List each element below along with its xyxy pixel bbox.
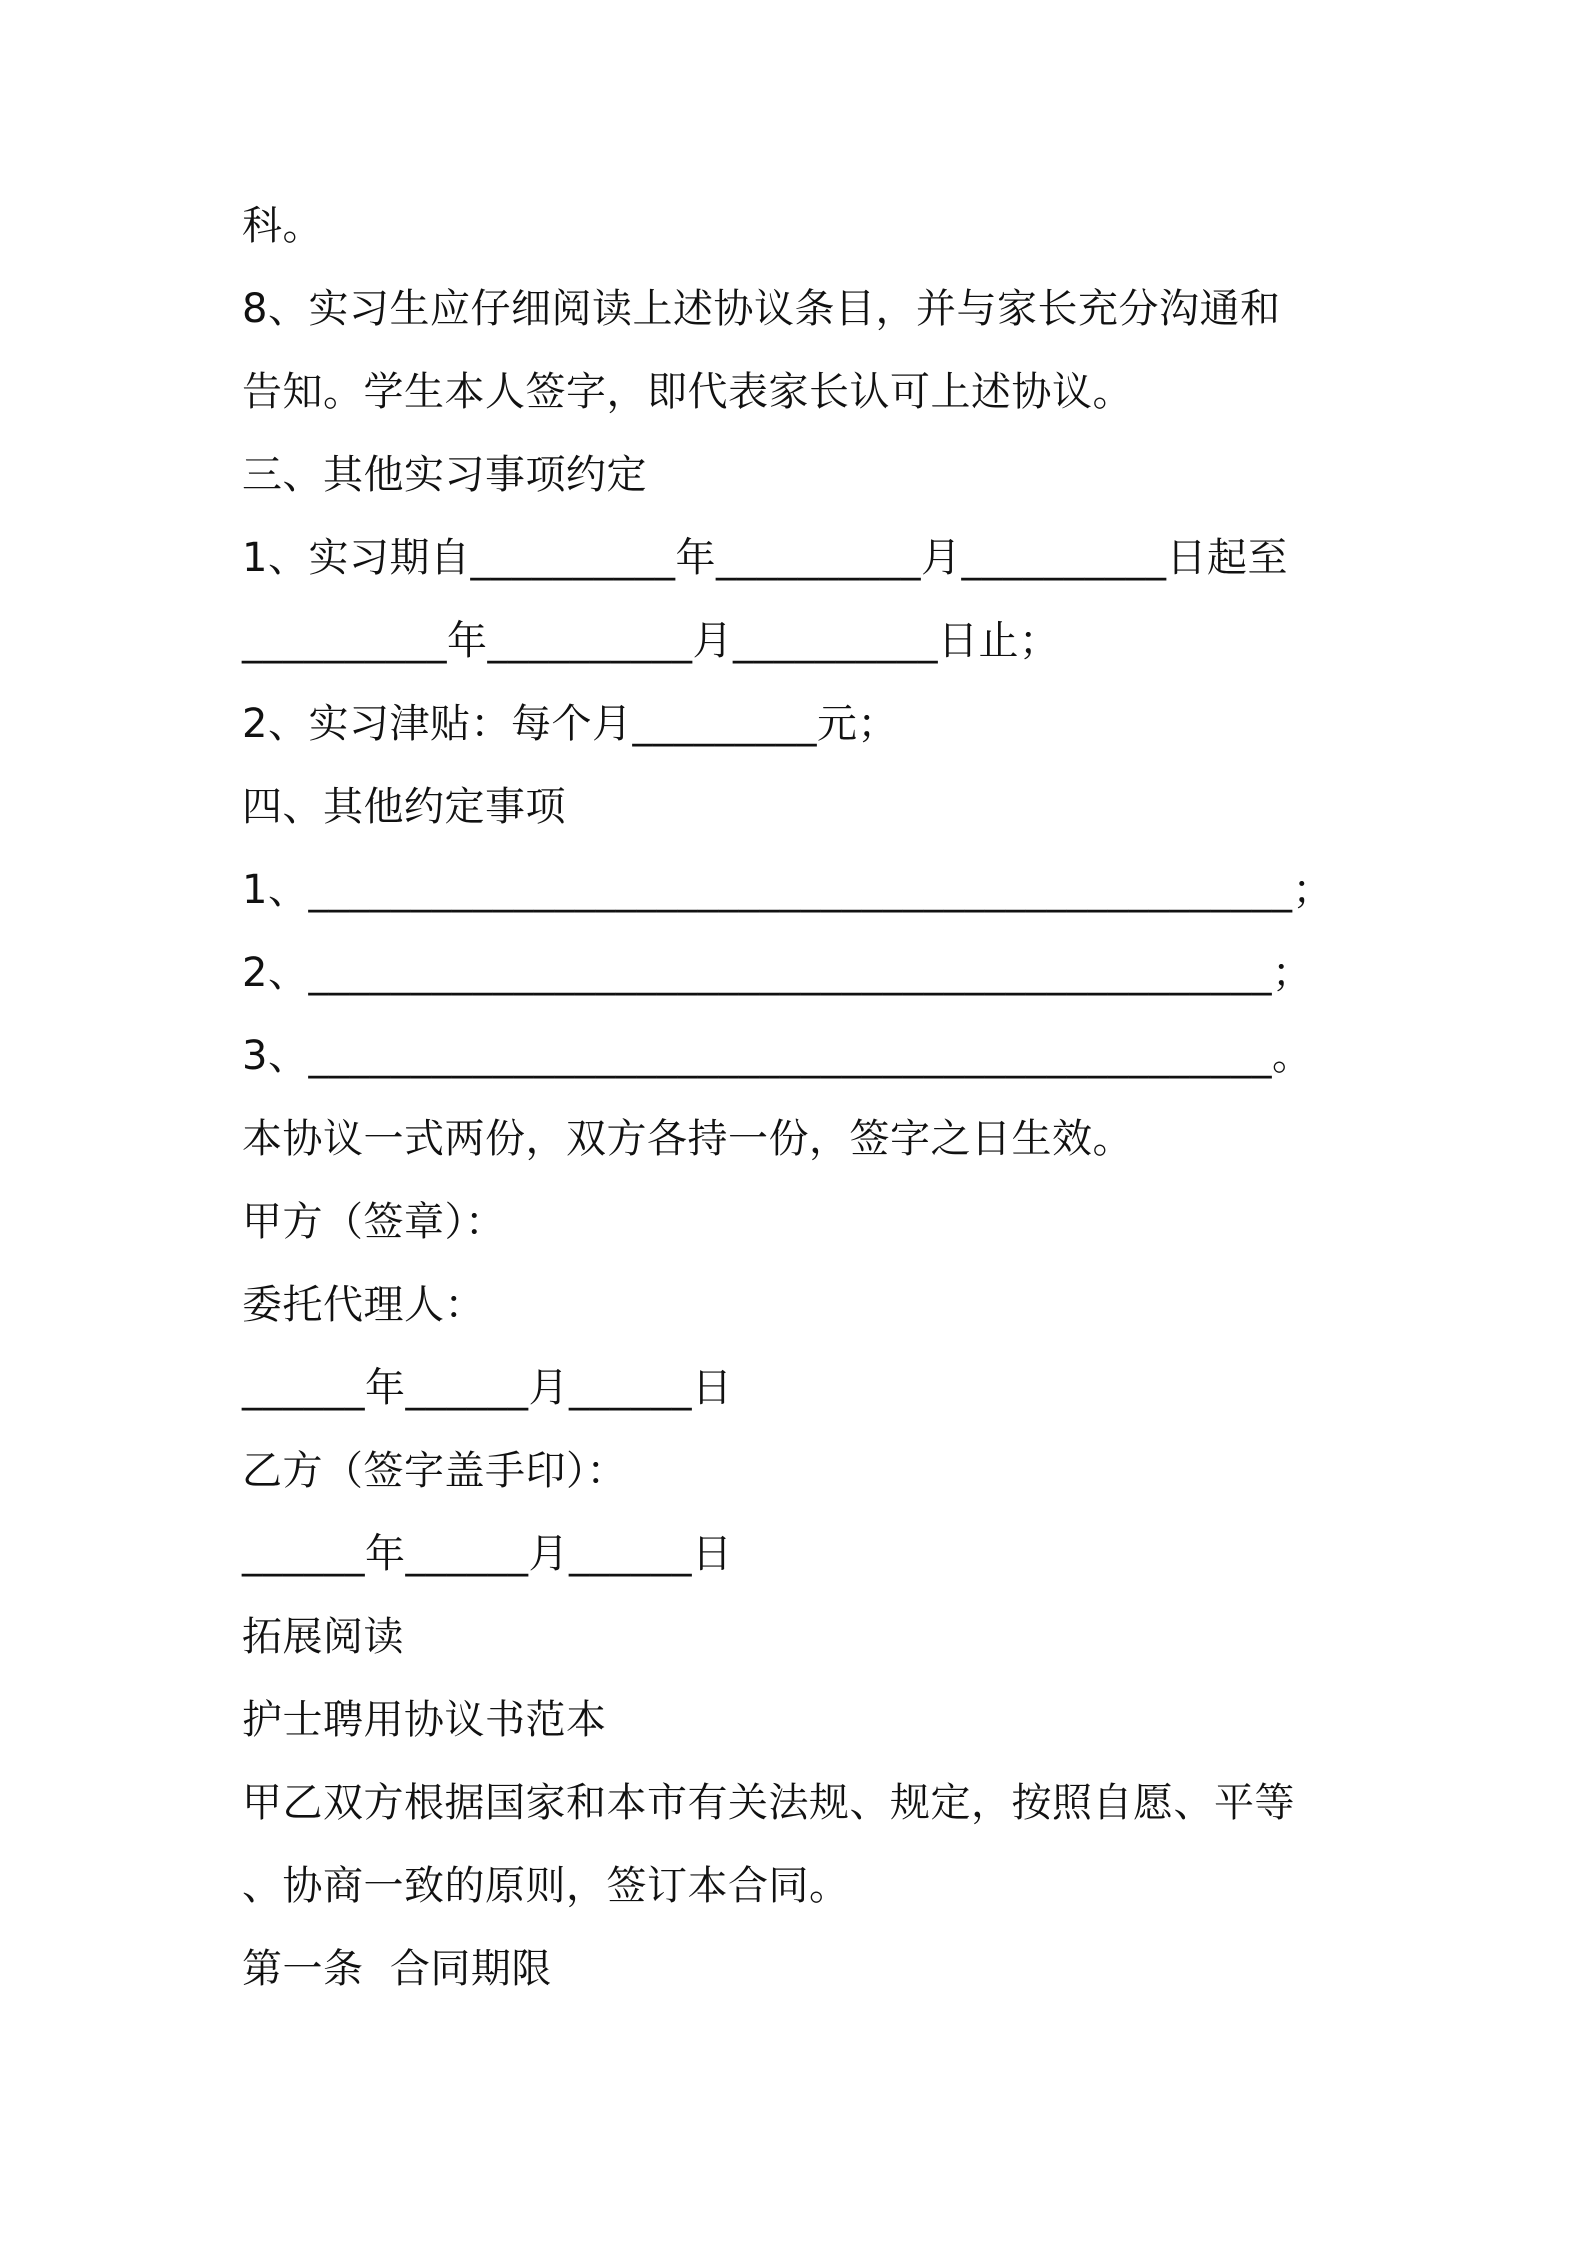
section-heading: 拓展阅读	[242, 1614, 404, 1660]
date-line: ______年______月______日	[242, 1531, 733, 1577]
signature-label: 委托代理人：	[242, 1282, 485, 1328]
paragraph-line: 告知。学生本人签字，即代表家长认可上述协议。	[242, 369, 1133, 415]
section-heading: 三、其他实习事项约定	[242, 452, 647, 498]
section-heading: 四、其他约定事项	[242, 784, 566, 830]
paragraph-line: __________年__________月__________日止；	[242, 618, 1060, 664]
blank-item-line: 1、________________________________________________；	[242, 867, 1333, 913]
paragraph-line: 甲乙双方根据国家和本市有关法规、规定，按照自愿、平等	[242, 1780, 1295, 1826]
signature-label: 甲方（签章）：	[242, 1199, 506, 1245]
paragraph-line: 2、实习津贴：每个月_________元；	[242, 701, 898, 747]
date-line: ______年______月______日	[242, 1365, 733, 1411]
paragraph-line: 1、实习期自__________年__________月__________日起至	[242, 535, 1288, 581]
blank-item-line: 3、_______________________________________________。	[242, 1033, 1313, 1079]
paragraph-line: 、协商一致的原则，签订本合同。	[242, 1863, 850, 1909]
paragraph-line: 本协议一式两份，双方各持一份，签字之日生效。	[242, 1116, 1133, 1162]
paragraph-line: 8、实习生应仔细阅读上述协议条目，并与家长充分沟通和	[242, 286, 1281, 332]
signature-label: 乙方（签字盖手印）：	[242, 1448, 627, 1494]
paragraph-line: 科。	[242, 203, 323, 249]
document-title: 护士聘用协议书范本	[242, 1697, 607, 1743]
blank-item-line: 2、_______________________________________________；	[242, 950, 1313, 996]
article-heading: 第一条 合同期限	[242, 1946, 552, 1992]
